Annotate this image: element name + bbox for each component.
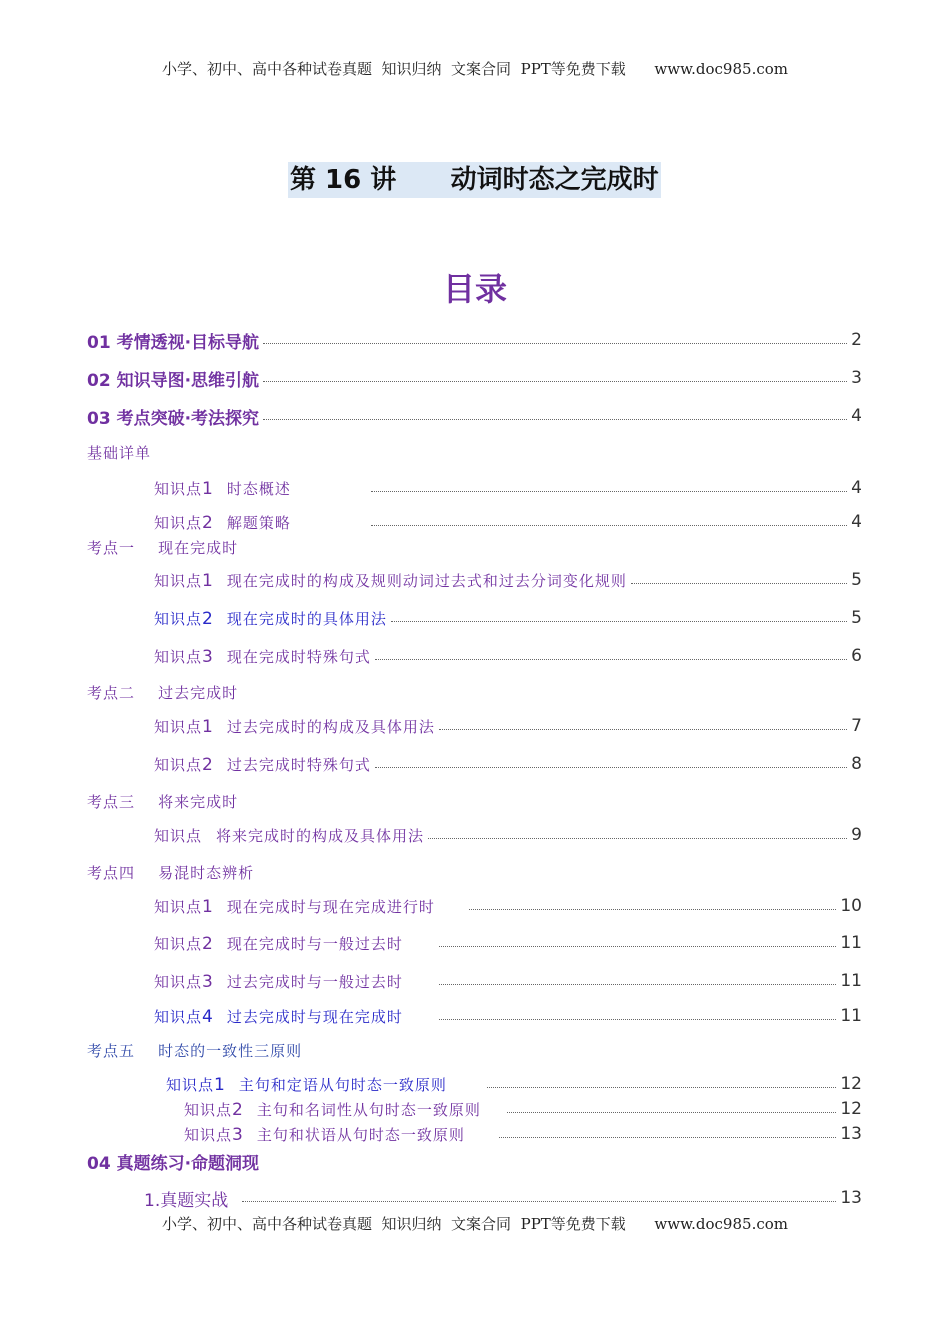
page-number: 13: [840, 1188, 862, 1208]
dot-leader: [263, 381, 847, 382]
dot-leader: [375, 659, 847, 660]
page-number: 4: [851, 478, 862, 498]
page-number: 6: [851, 646, 862, 666]
dot-leader: [263, 419, 847, 420]
toc-entry-label: 03 考点突破·考法探究: [87, 408, 260, 429]
toc-item-label: 知识点3 过去完成时与一般过去时: [154, 971, 403, 992]
page-number: 8: [851, 754, 862, 774]
toc-item[interactable]: [154, 823, 862, 847]
toc-item[interactable]: [154, 752, 862, 776]
page-number: 12: [840, 1099, 862, 1119]
toc-entry-04[interactable]: [87, 1149, 862, 1173]
toc-item-label: 知识点2 现在完成时的具体用法: [154, 608, 387, 629]
toc-entry-01[interactable]: [87, 328, 862, 352]
page-number: 9: [851, 825, 862, 845]
toc-item-label: 1.真题实战: [144, 1190, 229, 1211]
section-heading-basic: 基础详单: [87, 444, 152, 462]
toc-item[interactable]: [154, 1004, 862, 1028]
dot-leader: [499, 1137, 837, 1138]
dot-leader: [428, 838, 847, 839]
page-number: 3: [851, 368, 862, 388]
dot-leader: [375, 767, 847, 768]
toc-entry-label: 01 考情透视·目标导航: [87, 332, 260, 353]
page-number: 12: [840, 1074, 862, 1094]
page-header: 小学、初中、高中各种试卷真题 知识归纳 文案合同 PPT等免费下载 www.doc985.com: [161, 60, 788, 78]
toc-item-label: 知识点2 现在完成时与一般过去时: [154, 933, 403, 954]
toc-item-label: 知识点1 过去完成时的构成及具体用法: [154, 716, 435, 737]
toc-item[interactable]: [154, 894, 862, 918]
section-heading-k2: 考点二 过去完成时: [87, 684, 239, 702]
page-number: 10: [840, 896, 862, 916]
page-number: 11: [840, 933, 862, 953]
toc-item-exam[interactable]: [144, 1186, 862, 1210]
dot-leader: [507, 1112, 837, 1113]
toc-item-label: 知识点2 主句和名词性从句时态一致原则: [184, 1099, 481, 1120]
dot-leader: [469, 909, 837, 910]
toc-entry-label: 02 知识导图·思维引航: [87, 370, 260, 391]
page-footer: 小学、初中、高中各种试卷真题 知识归纳 文案合同 PPT等免费下载 www.doc985.com: [161, 1215, 788, 1233]
page-number: 4: [851, 512, 862, 532]
section-heading-k5: 考点五 时态的一致性三原则: [87, 1042, 303, 1060]
dot-leader: [439, 1019, 837, 1020]
toc-item[interactable]: [154, 714, 862, 738]
toc-item[interactable]: [154, 476, 862, 500]
dot-leader: [371, 525, 847, 526]
toc-item[interactable]: [184, 1122, 862, 1146]
page-number: 11: [840, 971, 862, 991]
dot-leader: [439, 729, 847, 730]
toc-entry-03[interactable]: [87, 404, 862, 428]
page-number: 5: [851, 570, 862, 590]
toc-entry-label: 04 真题练习·命题洞现: [87, 1153, 260, 1174]
page-number: 13: [840, 1124, 862, 1144]
toc-item-label: 知识点 将来完成时的构成及具体用法: [154, 826, 425, 845]
page-number: 7: [851, 716, 862, 736]
toc-item-label: 知识点1 主句和定语从句时态一致原则: [166, 1074, 447, 1095]
toc-item[interactable]: [154, 510, 862, 534]
section-heading-k1: 考点一 现在完成时: [87, 539, 239, 557]
lecture-title: 第 16 讲 动词时态之完成时: [288, 162, 661, 198]
toc-item[interactable]: [166, 1072, 862, 1096]
toc-item-label: 知识点1 时态概述: [154, 478, 291, 499]
toc-item[interactable]: [154, 931, 862, 955]
section-heading-k3: 考点三 将来完成时: [87, 793, 239, 811]
page-number: 4: [851, 406, 862, 426]
toc-item[interactable]: [184, 1097, 862, 1121]
toc-heading: 目录: [442, 270, 507, 308]
toc-item[interactable]: [154, 568, 862, 592]
dot-leader: [371, 491, 847, 492]
dot-leader: [263, 343, 847, 344]
page-number: 11: [840, 1006, 862, 1026]
toc-item[interactable]: [154, 644, 862, 668]
toc-item-label: 知识点3 现在完成时特殊句式: [154, 646, 371, 667]
dot-leader: [631, 583, 847, 584]
toc-item-label: 知识点2 解题策略: [154, 512, 291, 533]
toc-item-label: 知识点1 现在完成时与现在完成进行时: [154, 896, 435, 917]
toc-item[interactable]: [154, 606, 862, 630]
toc-item-label: 知识点1 现在完成时的构成及规则动词过去式和过去分词变化规则: [154, 570, 627, 591]
toc-item-label: 知识点3 主句和状语从句时态一致原则: [184, 1124, 465, 1145]
page-number: 5: [851, 608, 862, 628]
dot-leader: [439, 984, 837, 985]
dot-leader: [242, 1201, 836, 1202]
dot-leader: [487, 1087, 837, 1088]
page-number: 2: [851, 330, 862, 350]
toc-item-label: 知识点2 过去完成时特殊句式: [154, 754, 371, 775]
section-heading-k4: 考点四 易混时态辨析: [87, 864, 255, 882]
toc-entry-02[interactable]: [87, 366, 862, 390]
toc-item[interactable]: [154, 969, 862, 993]
dot-leader: [439, 946, 837, 947]
toc-item-label: 知识点4 过去完成时与现在完成时: [154, 1006, 403, 1027]
dot-leader: [391, 621, 847, 622]
